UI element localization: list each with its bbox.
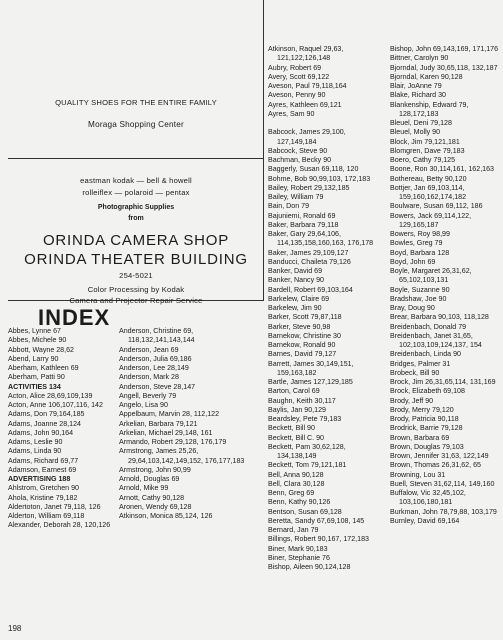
- ad-shopping-center: Moraga Shopping Center: [88, 120, 184, 129]
- index-entry: Breidenbach, Janet 31,65, 102,103,109,124,137, 154: [390, 331, 482, 349]
- index-entry: Breidenbach, Linda 90: [390, 350, 461, 359]
- index-entry: Boyle, Suzanne 90: [390, 285, 450, 294]
- index-entry: Beckett, Bill C. 90: [268, 433, 324, 442]
- index-entry: Beckett, Pam 30,62,128, 134,138,149: [268, 442, 346, 460]
- index-entry: Burnley, David 69,164: [390, 516, 460, 525]
- index-entry: Bowers, Roy 98,99: [390, 230, 450, 238]
- index-heading: INDEX: [38, 305, 111, 330]
- index-entry: Bishop, John 69,143,169, 171,176: [390, 45, 499, 53]
- index-entry: Bardell, Robert 69,103,164: [268, 285, 353, 294]
- index-entry: Bishop, Aileen 90,124,128: [268, 563, 351, 571]
- index-entry: Beckett, Bill 90: [268, 424, 315, 433]
- ad-from: from: [128, 215, 144, 222]
- index-entry: Abbott, Wayne 28,62: [8, 345, 74, 354]
- index-entry: Barton, Carol 69: [268, 387, 320, 396]
- index-entry: Aldertoton, Janet 79,118, 126: [8, 502, 101, 511]
- index-entry: Boyd, Barbara 128: [390, 248, 450, 257]
- index-entry: Brock, Elizabeth 69,108: [390, 387, 465, 396]
- index-entry: Bernard, Jan 79: [268, 526, 319, 534]
- index-entry: Adams, Don 79,164,185: [8, 410, 85, 419]
- index-entry: Brodrick, Barrie 79,128: [390, 424, 463, 433]
- index-entry: Brown, Barbara 69: [390, 433, 450, 442]
- index-entry: Aronen, Wendy 69,128: [119, 502, 192, 511]
- index-entry: Beckett, Tom 79,121,181: [268, 461, 347, 470]
- index-entry: Baughn, Keith 30,117: [268, 396, 336, 405]
- index-entry: Arkelian, Barbara 79,121: [119, 419, 198, 428]
- index-entry: Avery, Scott 69,122: [268, 72, 330, 81]
- index-entry: Arnott, Cathy 90,128: [119, 493, 185, 502]
- index-entry: Boone, Ron 30,114,161, 162,163: [390, 165, 494, 174]
- index-entry: Ahola, Kristine 79,182: [8, 493, 78, 502]
- index-entry: Arkelian, Michael 29,148, 161: [119, 428, 213, 437]
- index-entry: Acton, Anne 106,107,116, 142: [8, 401, 103, 409]
- index-entry: Biner, Mark 90,183: [268, 544, 328, 553]
- index-entry: Babcock, Steve 90: [268, 146, 328, 155]
- index-entry: Abend, Larry 90: [8, 354, 59, 363]
- index-entry: Barnes, David 79,127: [268, 350, 337, 359]
- index-section-heading: ACTIVITIES 134: [8, 382, 61, 391]
- index-entry: Ayres, Sam 90: [268, 109, 315, 118]
- ad-camera-shop: ORINDA CAMERA SHOP: [42, 232, 230, 249]
- index-column-3: [268, 45, 386, 572]
- ad-photo-supplies: Photographic Supplies: [97, 204, 175, 211]
- index-entry: Bray, Doug 90: [390, 304, 435, 312]
- index-entry: Barrett, James 30,149,151, 159,163,182: [268, 359, 354, 377]
- index-entry: Brear, Barbara 90,103, 118,128: [390, 313, 489, 322]
- index-entry: Alderton, William 69,118: [8, 512, 85, 520]
- index-entry: Barker, Scott 79,87,118: [268, 313, 342, 322]
- index-entry: Aberham, Patti 90: [8, 373, 65, 382]
- index-entry: Blake, Richard 30: [390, 91, 446, 100]
- index-entry: Arnold, Mike 99: [119, 484, 169, 493]
- index-entry: Angell, Beverly 79: [119, 391, 177, 400]
- index-entry: Barker, Steve 90,98: [268, 322, 331, 331]
- index-entry: Bajuniemi, Ronald 69: [268, 211, 336, 220]
- index-entry: Bailey, Robert 29,132,185: [268, 183, 350, 192]
- ad-brands-line-2: rolleiflex — polaroid — pentax: [82, 188, 190, 197]
- ad-shoes-line: QUALITY SHOES FOR THE ENTIRE FAMILY: [55, 98, 217, 107]
- index-entry: Bothereau, Betty 90,120: [390, 174, 467, 183]
- index-entry: Adams, John 90,164: [8, 428, 74, 437]
- index-entry: Bailey, William 79: [268, 193, 324, 201]
- index-entry: Atkinson, Raquel 29,63, 121,122,126,148: [268, 45, 344, 63]
- index-entry: Boero, Cathy 79,125: [390, 156, 456, 164]
- ad-phone: 254-5021: [119, 271, 153, 280]
- index-entry: Boyd, John 69: [390, 257, 436, 266]
- index-entry: Blair, JoAnne 79: [390, 82, 442, 90]
- index-entry: Anderson, Julia 69,186: [119, 354, 192, 363]
- index-entry: Arnold, Douglas 69: [119, 475, 180, 483]
- index-entry: Bleuel, Deni 79,128: [390, 119, 452, 127]
- index-entry: Baker, Gary 29,64,106, 114,135,158,160,163, 176,178: [268, 230, 374, 248]
- index-entry: Brown, Jennifer 31,63, 122,149: [390, 452, 489, 460]
- index-entry: Barkelew, Jim 90: [268, 304, 322, 312]
- index-entry: Alexander, Deborah 28, 120,126: [8, 521, 111, 530]
- index-entry: Boulware, Susan 69,112, 186: [390, 202, 483, 211]
- index-entry: Banker, David 69: [268, 267, 323, 275]
- index-entry: Brown, Thomas 26,31,62, 65: [390, 461, 481, 470]
- index-entry: Armstrong, John 90,99: [119, 465, 191, 474]
- index-entry: [268, 119, 386, 128]
- index-entry: Aubry, Robert 69: [268, 63, 322, 72]
- index-entry: Appelbaum, Marvin 28, 112,122: [119, 410, 220, 419]
- index-entry: Aveson, Penny 90: [268, 91, 326, 100]
- index-entry: Breidenbach, Donald 79: [390, 322, 467, 331]
- index-entry: Beardsley, Pete 79,183: [268, 415, 342, 423]
- index-column-2: [119, 327, 259, 521]
- index-column-4: [390, 45, 500, 526]
- index-entry: Billings, Robert 90,167, 172,183: [268, 535, 369, 544]
- index-entry: Burkman, John 78,79,88, 103,179: [390, 507, 497, 516]
- index-entry: Armstrong, James 25,26, 29,64,103,142,149,152, 176,177,183: [119, 447, 245, 465]
- index-entry: Anderson, Lee 28,149: [119, 364, 189, 372]
- index-entry: Abbes, Michele 90: [8, 336, 67, 345]
- index-entry: Blankenship, Edward 79, 128,172,183: [390, 100, 469, 118]
- index-entry: Bartle, James 127,129,185: [268, 378, 353, 386]
- index-entry: Acton, Alice 28,69,109,139: [8, 391, 93, 400]
- index-entry: Blomgren, Dave 79,183: [390, 146, 465, 155]
- ad-repair-service: Camera and Projector Repair Service: [69, 296, 203, 305]
- index-entry: Adamson, Earnest 69: [8, 465, 77, 474]
- index-entry: Anderson, Steve 28,147: [119, 382, 196, 391]
- index-entry: Ayres, Kathleen 69,121: [268, 100, 342, 109]
- index-entry: Beretta, Sandy 67,69,108, 145: [268, 516, 365, 525]
- index-entry: Baker, James 29,109,127: [268, 248, 349, 257]
- index-entry: Barkelew, Claire 69: [268, 294, 330, 303]
- index-entry: Angelo, Lisa 90: [119, 401, 168, 409]
- index-entry: Anderson, Christine 69, 118,132,141,143,144: [119, 327, 195, 345]
- index-entry: Bell, Clara 30,128: [268, 479, 325, 488]
- index-entry: Bradshaw, Joe 90: [390, 294, 447, 303]
- index-entry: Adams, Leslie 90: [8, 438, 63, 446]
- index-entry: Barnekow, Christine 30: [268, 331, 341, 340]
- index-column-1: [8, 327, 118, 531]
- index-entry: Banker, Nancy 90: [268, 276, 324, 285]
- index-entry: Adams, Linda 90: [8, 447, 62, 456]
- ad-brands-line-1: eastman kodak — bell & howell: [80, 176, 192, 185]
- index-entry: Biner, Stephanie 76: [268, 553, 330, 562]
- index-section-heading: ADVERTISING 188: [8, 475, 71, 483]
- index-entry: Baylis, Jan 90,129: [268, 405, 326, 414]
- index-entry: Brown, Douglas 79,103: [390, 442, 464, 451]
- index-entry: Anderson, Jean 69: [119, 345, 179, 354]
- index-entry: Brody, Patricia 90,118: [390, 415, 459, 423]
- index-entry: Aberham, Kathleen 69: [8, 364, 79, 372]
- index-entry: Bleuel, Molly 90: [390, 128, 441, 137]
- index-entry: Banducci, Chaileta 79,126: [268, 257, 351, 266]
- index-entry: Baggerly, Susan 69,118, 120: [268, 165, 359, 174]
- index-entry: Brobeck, Bill 90: [390, 368, 440, 377]
- ad-color-processing: Color Processing by Kodak: [87, 285, 185, 294]
- index-entry: Armando, Robert 29,128, 176,179: [119, 438, 227, 446]
- index-entry: Benn, Kathy 90,126: [268, 498, 331, 507]
- index-entry: Bentson, Susan 69,128: [268, 507, 342, 516]
- ad-theater-building: ORINDA THEATER BUILDING: [24, 251, 248, 268]
- index-entry: Ahlstrom, Gretchen 90: [8, 484, 79, 493]
- index-entry: Bjorndal, Karen 90,128: [390, 72, 463, 81]
- index-entry: Adams, Richard 69,77: [8, 456, 79, 465]
- index-entry: Barnekow, Ronald 90: [268, 341, 336, 349]
- index-entry: Buell, Steven 31,62,114, 149,160: [390, 479, 495, 488]
- index-entry: Bittner, Carolyn 90: [390, 54, 449, 63]
- index-entry: Bell, Anna 90,128: [268, 470, 324, 479]
- index-entry: Boyle, Margaret 26,31,62, 65,102,103,131: [390, 267, 472, 285]
- index-entry: Aveson, Paul 79,118,164: [268, 82, 347, 90]
- index-entry: Baker, Barbara 79,118: [268, 220, 339, 229]
- index-entry: Brody, Merry 79,120: [390, 405, 454, 414]
- index-entry: Anderson, Mark 28: [119, 373, 179, 382]
- index-entry: Bowles, Greg 79: [390, 239, 443, 248]
- index-entry: Atkinson, Monica 85,124, 126: [119, 512, 213, 520]
- index-entry: Browning, Lou 31: [390, 470, 446, 479]
- index-entry: Benn, Greg 69: [268, 489, 315, 497]
- index-entry: Bottjer, Jan 69,103,114, 159,160,162,174,182: [390, 183, 467, 201]
- index-entry: Bain, Don 79: [268, 202, 310, 211]
- index-entry: Adams, Joanne 28,124: [8, 419, 81, 428]
- index-entry: Block, Jim 79,121,181: [390, 137, 460, 146]
- index-entry: Abbes, Lynne 67: [8, 327, 61, 335]
- page-number: 198: [8, 624, 22, 633]
- index-entry: Brody, Jeff 90: [390, 396, 434, 405]
- index-entry: Bridges, Palmer 31: [390, 359, 451, 368]
- index-entry: Bachman, Becky 90: [268, 156, 332, 164]
- index-entry: Buffalow, Vic 32,45,102, 103,106,180,181: [390, 489, 466, 507]
- index-entry: Bohme, Bob 90,99,103, 172,183: [268, 174, 371, 183]
- index-entry: Bowers, Jack 69,114,122, 129,165,187: [390, 211, 472, 229]
- index-entry: Bjorndal, Judy 30,65,118, 132,187: [390, 63, 498, 72]
- index-entry: Babcock, James 29,100, 127,149,184: [268, 128, 346, 146]
- index-entry: Brock, Jim 26,31,65,114, 131,169: [390, 378, 496, 386]
